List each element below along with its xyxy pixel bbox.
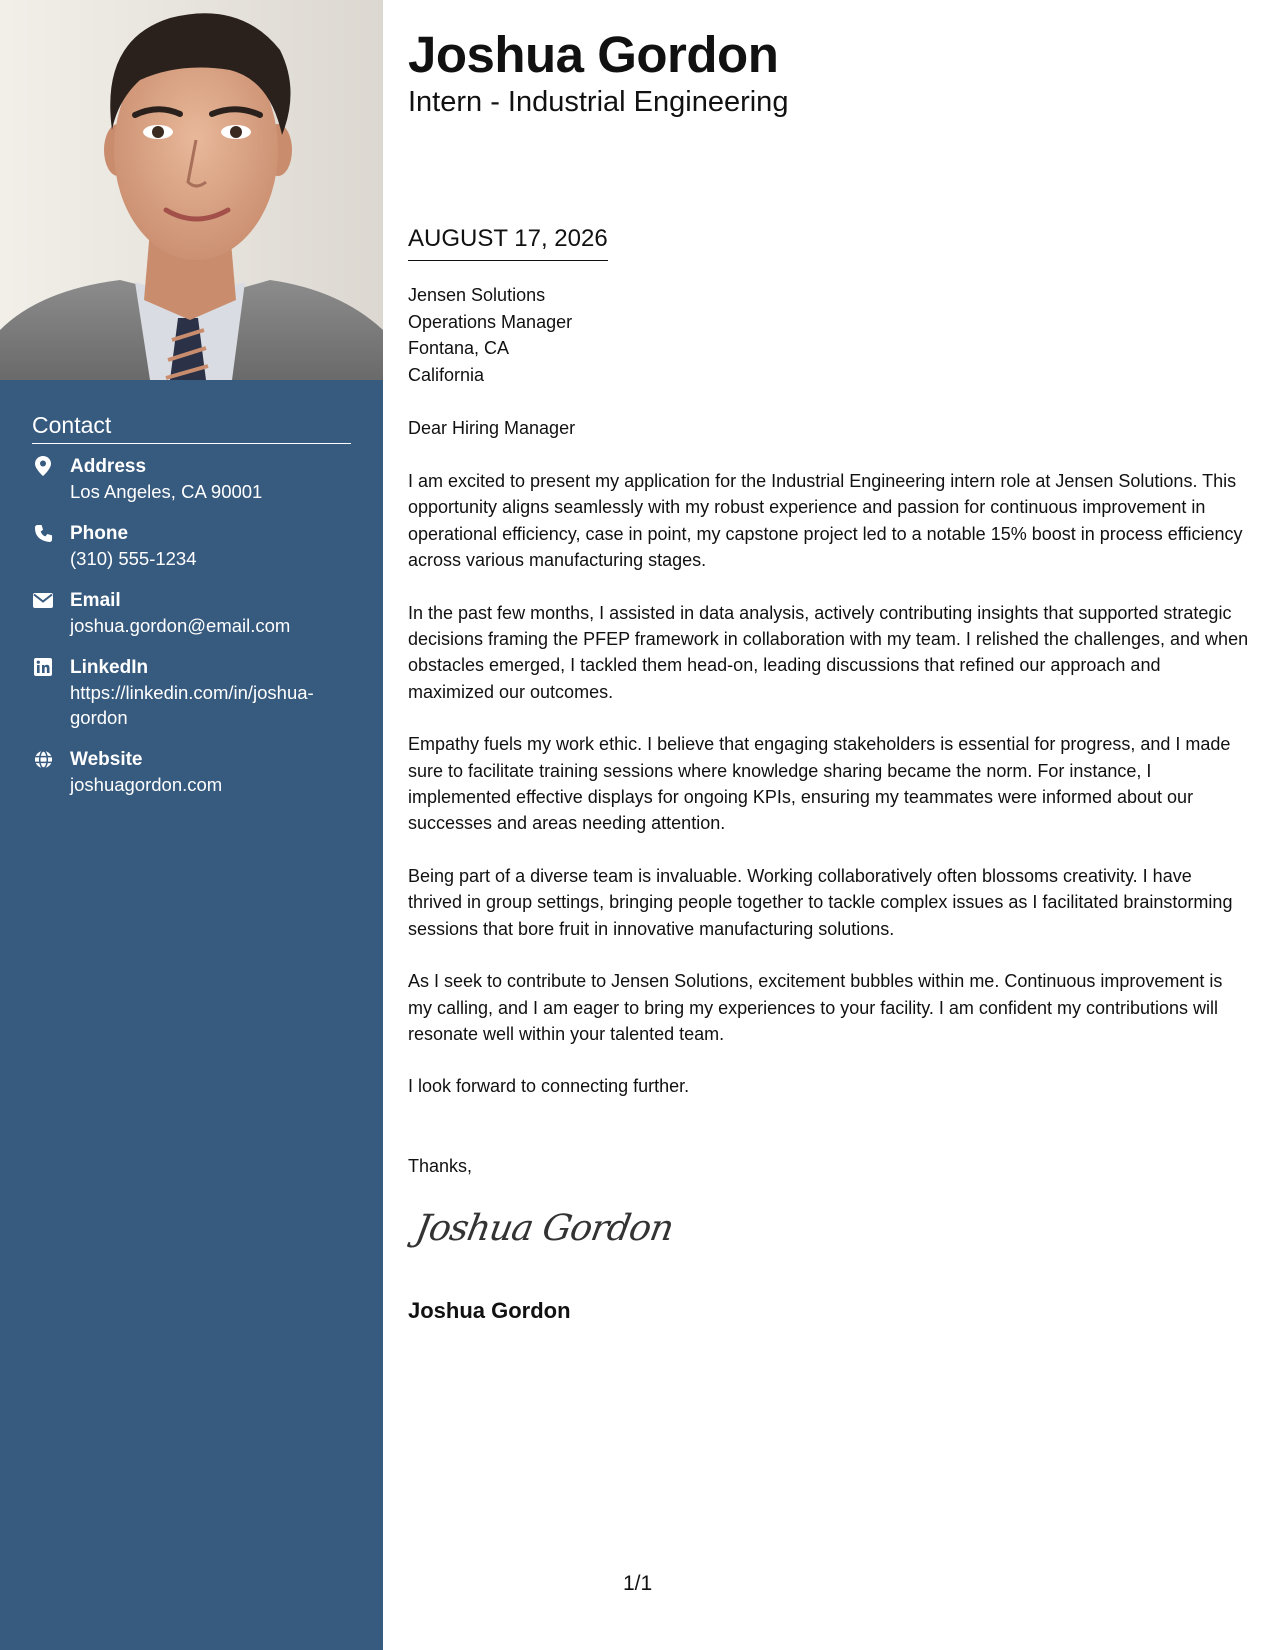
body-paragraph: Empathy fuels my work ethic. I believe that engaging stakeholders is essential for progress, and I made sure to facilitate training sessions where knowledge sharing became the norm. For instance, I implemented effective displays for ongoing KPIs, ensuring my teammates were informed about our successes and areas needing attention.	[408, 734, 1231, 834]
page-number: 1/1	[623, 1572, 653, 1595]
salutation: Dear Hiring Manager	[408, 418, 576, 438]
phone-icon	[32, 522, 54, 544]
body-paragraph: As I seek to contribute to Jensen Solutions, excitement bubbles within me. Continuous improvement is my calling, and I am eager to bring my experiences to your facility. I am confident my contributions will resonate well within your talented team.	[408, 971, 1223, 1044]
contact-phone	[32, 521, 351, 571]
body-paragraph: Being part of a diverse team is invaluable. Working collaboratively often blossoms creativity. I have thrived in group settings, bringing people together to tackle complex issues as I facilitated brainstorming sessions that bore fruit in innovative manufacturing solutions.	[408, 865, 1233, 939]
recipient-block	[408, 282, 572, 388]
contact-address	[32, 454, 351, 504]
applicant-name: Joshua Gordon	[408, 26, 779, 83]
sidebar	[0, 0, 383, 1650]
body-paragraph: I look forward to connecting further.	[408, 1076, 690, 1097]
address-value: Los Angeles, CA 90001	[70, 481, 263, 502]
address-label: Address	[70, 456, 147, 477]
website-label: Website	[70, 749, 143, 770]
handwritten-signature: Joshua Gordon	[412, 1208, 677, 1249]
email-label: Email	[70, 590, 121, 611]
email-value[interactable]: joshua.gordon@email.com	[70, 615, 291, 636]
contact-section	[32, 412, 351, 814]
recipient-company: Jensen Solutions	[408, 285, 546, 305]
recipient-role: Operations Manager	[408, 311, 573, 332]
linkedin-value[interactable]: https://linkedin.com/in/joshua-gordon	[70, 682, 314, 728]
phone-label: Phone	[70, 523, 129, 544]
body-paragraph: In the past few months, I assisted in data analysis, actively contributing insights that supported strategic decisions framing the PFEP framework in collaboration with my team. I relished the challenges, and when obstacles emerged, I tackled them head-on, leading discussions that refined our approach and maximized our outcomes.	[408, 602, 1249, 702]
linkedin-icon	[32, 656, 54, 678]
contact-email	[32, 588, 351, 638]
contact-heading: Contact	[32, 412, 351, 444]
recipient-city: Fontana, CA	[408, 338, 510, 358]
closing: Thanks,	[408, 1156, 473, 1176]
contact-linkedin	[32, 655, 351, 730]
signer-name: Joshua Gordon	[408, 1298, 571, 1323]
contact-website	[32, 747, 351, 797]
phone-value: (310) 555-1234	[70, 548, 197, 569]
linkedin-label: LinkedIn	[70, 657, 149, 678]
envelope-icon	[32, 589, 54, 611]
map-pin-icon	[32, 455, 54, 477]
website-value[interactable]: joshuagordon.com	[70, 774, 223, 795]
globe-icon	[32, 748, 54, 770]
letter-body	[408, 468, 1250, 1126]
body-paragraph: I am excited to present my application for the Industrial Engineering intern role at Jensen Solutions. This opportunity aligns seamlessly with my robust experience and passion for continuous improvement in operational efficiency, case in point, my capstone project led to a notable 15% boost in process efficiency across various manufacturing stages.	[408, 471, 1243, 571]
recipient-state: California	[408, 364, 485, 385]
letter-date: AUGUST 17, 2026	[408, 224, 608, 261]
job-title: Intern - Industrial Engineering	[408, 86, 789, 118]
profile-photo	[0, 0, 383, 380]
